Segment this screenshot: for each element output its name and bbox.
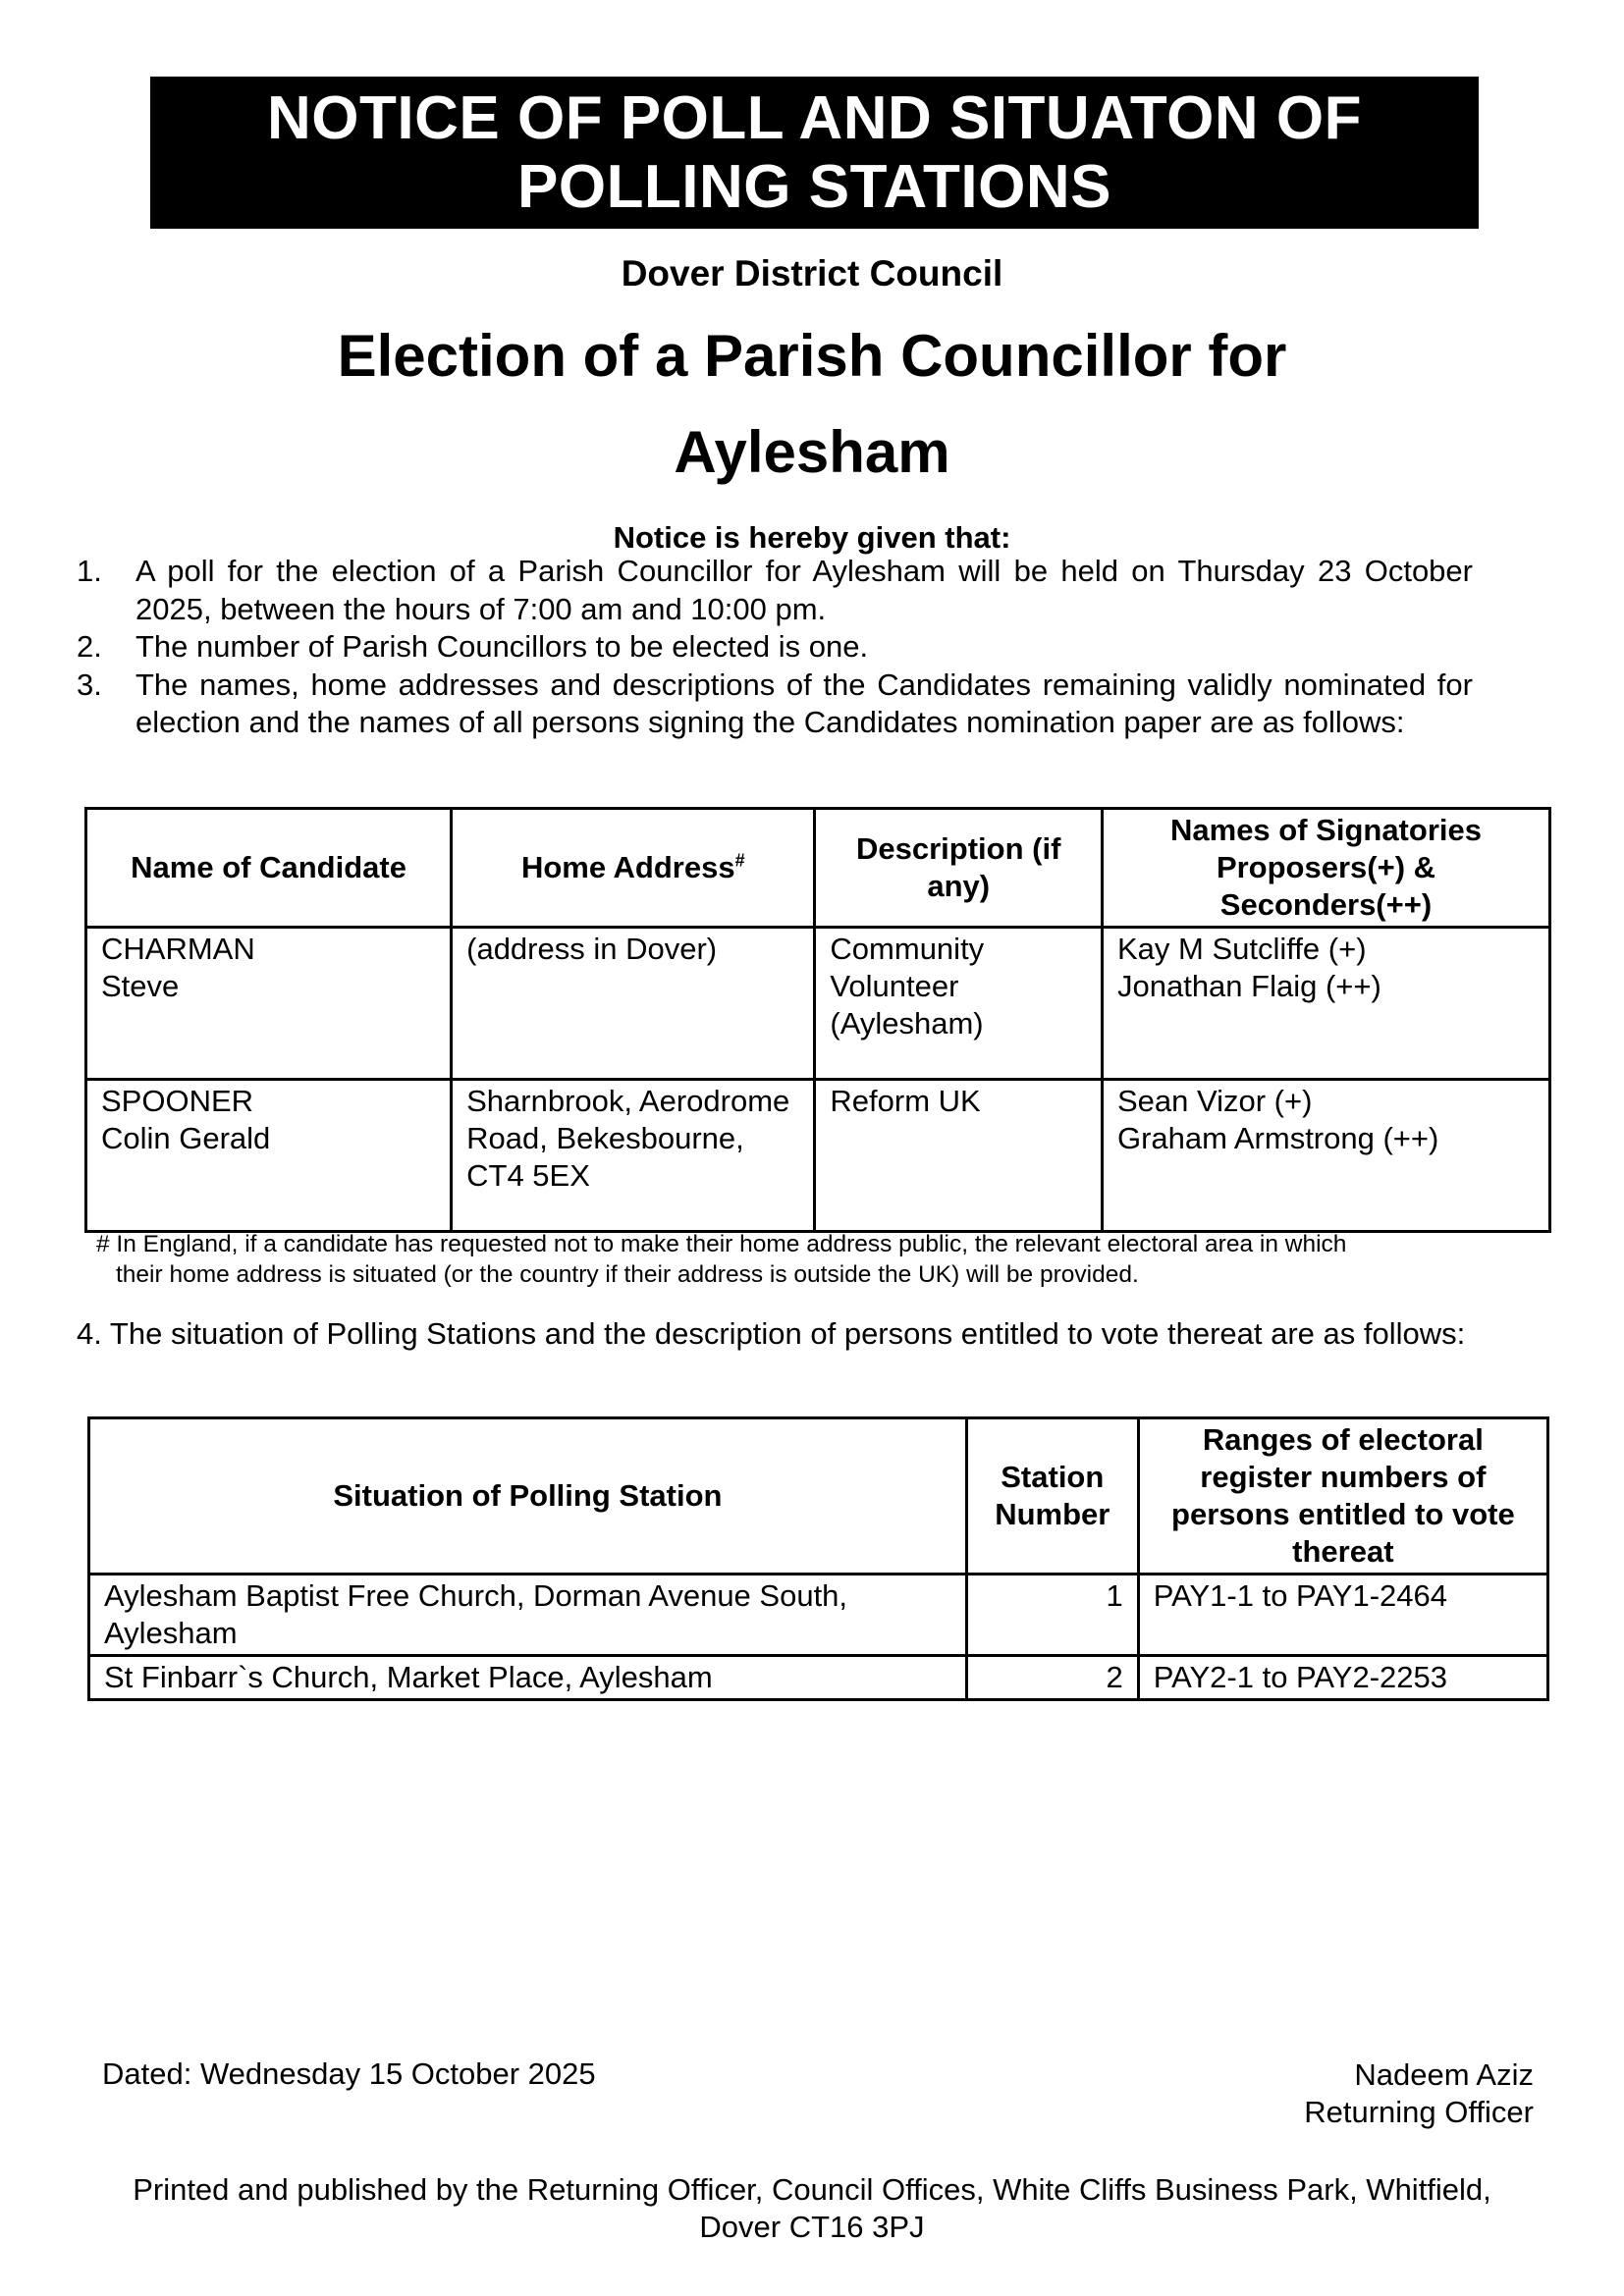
candidate-description: Reform UK: [815, 1080, 1103, 1232]
banner-line-1: NOTICE OF POLL AND SITUATON OF: [267, 83, 1362, 152]
item-text: The situation of Polling Stations and the description of persons entitled to vote thereat are as follows:: [109, 1316, 1466, 1351]
candidate-name: SPOONER Colin Gerald: [86, 1080, 452, 1232]
table-row: [89, 1575, 1548, 1656]
station-situation: St Finbarr`s Church, Market Place, Aylesham: [89, 1656, 967, 1700]
header-register-ranges: Ranges of electoral register numbers of persons entitled to vote thereat: [1138, 1418, 1547, 1575]
address-footnote: # In England, if a candidate has requested not to make their home address public, the relevant electoral area in which their home address is situated (or the country if their address is outside the UK) will be provided.: [96, 1231, 1347, 1288]
item-number: 2.: [77, 629, 102, 664]
register-range: PAY1-1 to PAY1-2464: [1138, 1575, 1547, 1656]
header-station-number: Station Number: [966, 1418, 1138, 1575]
candidates-table: [84, 807, 1551, 1233]
council-name: Dover District Council: [621, 253, 1003, 294]
candidate-name: CHARMAN Steve: [86, 928, 452, 1080]
notice-item-2: [77, 628, 1473, 667]
date-line: Dated: Wednesday 15 October 2025: [102, 2056, 596, 2091]
candidate-address: (address in Dover): [452, 928, 815, 1080]
item-text: The names, home addresses and descriptions of the Candidates remaining validly nominated for election and the names of all persons signing the Candidates nomination paper are as follows:: [135, 667, 1473, 739]
item-number: 4.: [77, 1316, 102, 1351]
notice-item-3: [77, 667, 1473, 742]
table-row: [86, 928, 1550, 1080]
header-name-of-candidate: Name of Candidate: [86, 809, 452, 928]
table-header-row: [89, 1418, 1548, 1575]
notice-heading: Notice is hereby given that:: [613, 520, 1011, 555]
polling-stations-table: [87, 1416, 1549, 1701]
table-header-row: [86, 809, 1550, 928]
election-title: Election of a Parish Councillor for: [337, 323, 1287, 389]
notice-item-1: [77, 553, 1473, 628]
station-number: 2: [966, 1656, 1138, 1700]
candidate-address: Sharnbrook, Aerodrome Road, Bekesbourne, CT4 5EX: [452, 1080, 815, 1232]
table-row: [86, 1080, 1550, 1232]
item-text: A poll for the election of a Parish Councillor for Aylesham will be held on Thursday 23 October 2025, between the hours of 7:00 am and 10:00 pm.: [135, 554, 1473, 626]
candidate-signatories: Sean Vizor (+) Graham Armstrong (++): [1102, 1080, 1549, 1232]
station-situation: Aylesham Baptist Free Church, Dorman Avenue South, Aylesham: [89, 1575, 967, 1656]
item-number: 1.: [77, 554, 102, 588]
notice-item-4: [77, 1315, 1540, 1354]
signatory-block: [1304, 2056, 1534, 2131]
signatory-role: Returning Officer: [1304, 2095, 1534, 2129]
table-row: [89, 1656, 1548, 1700]
election-area: Aylesham: [674, 419, 950, 485]
header-situation: Situation of Polling Station: [89, 1418, 967, 1575]
header-description: Description (if any): [815, 809, 1103, 928]
station-number: 1: [966, 1575, 1138, 1656]
register-range: PAY2-1 to PAY2-2253: [1138, 1656, 1547, 1700]
header-signatories: Names of Signatories Proposers(+) & Seconders(++): [1102, 809, 1549, 928]
notice-title-banner: [150, 77, 1479, 229]
banner-line-2: POLLING STATIONS: [516, 152, 1112, 221]
signatory-name: Nadeem Aziz: [1354, 2057, 1534, 2092]
item-number: 3.: [77, 667, 102, 702]
candidate-description: Community Volunteer (Aylesham): [815, 928, 1103, 1080]
item-text: The number of Parish Councillors to be elected is one.: [135, 629, 869, 664]
imprint: Printed and published by the Returning Officer, Council Offices, White Cliffs Business Park, Whitfield, Dover CT16 3PJ: [133, 2172, 1491, 2244]
candidate-signatories: Kay M Sutcliffe (+) Jonathan Flaig (++): [1102, 928, 1549, 1080]
header-home-address: Home Address#: [452, 809, 815, 928]
notice-list: [77, 553, 1473, 742]
